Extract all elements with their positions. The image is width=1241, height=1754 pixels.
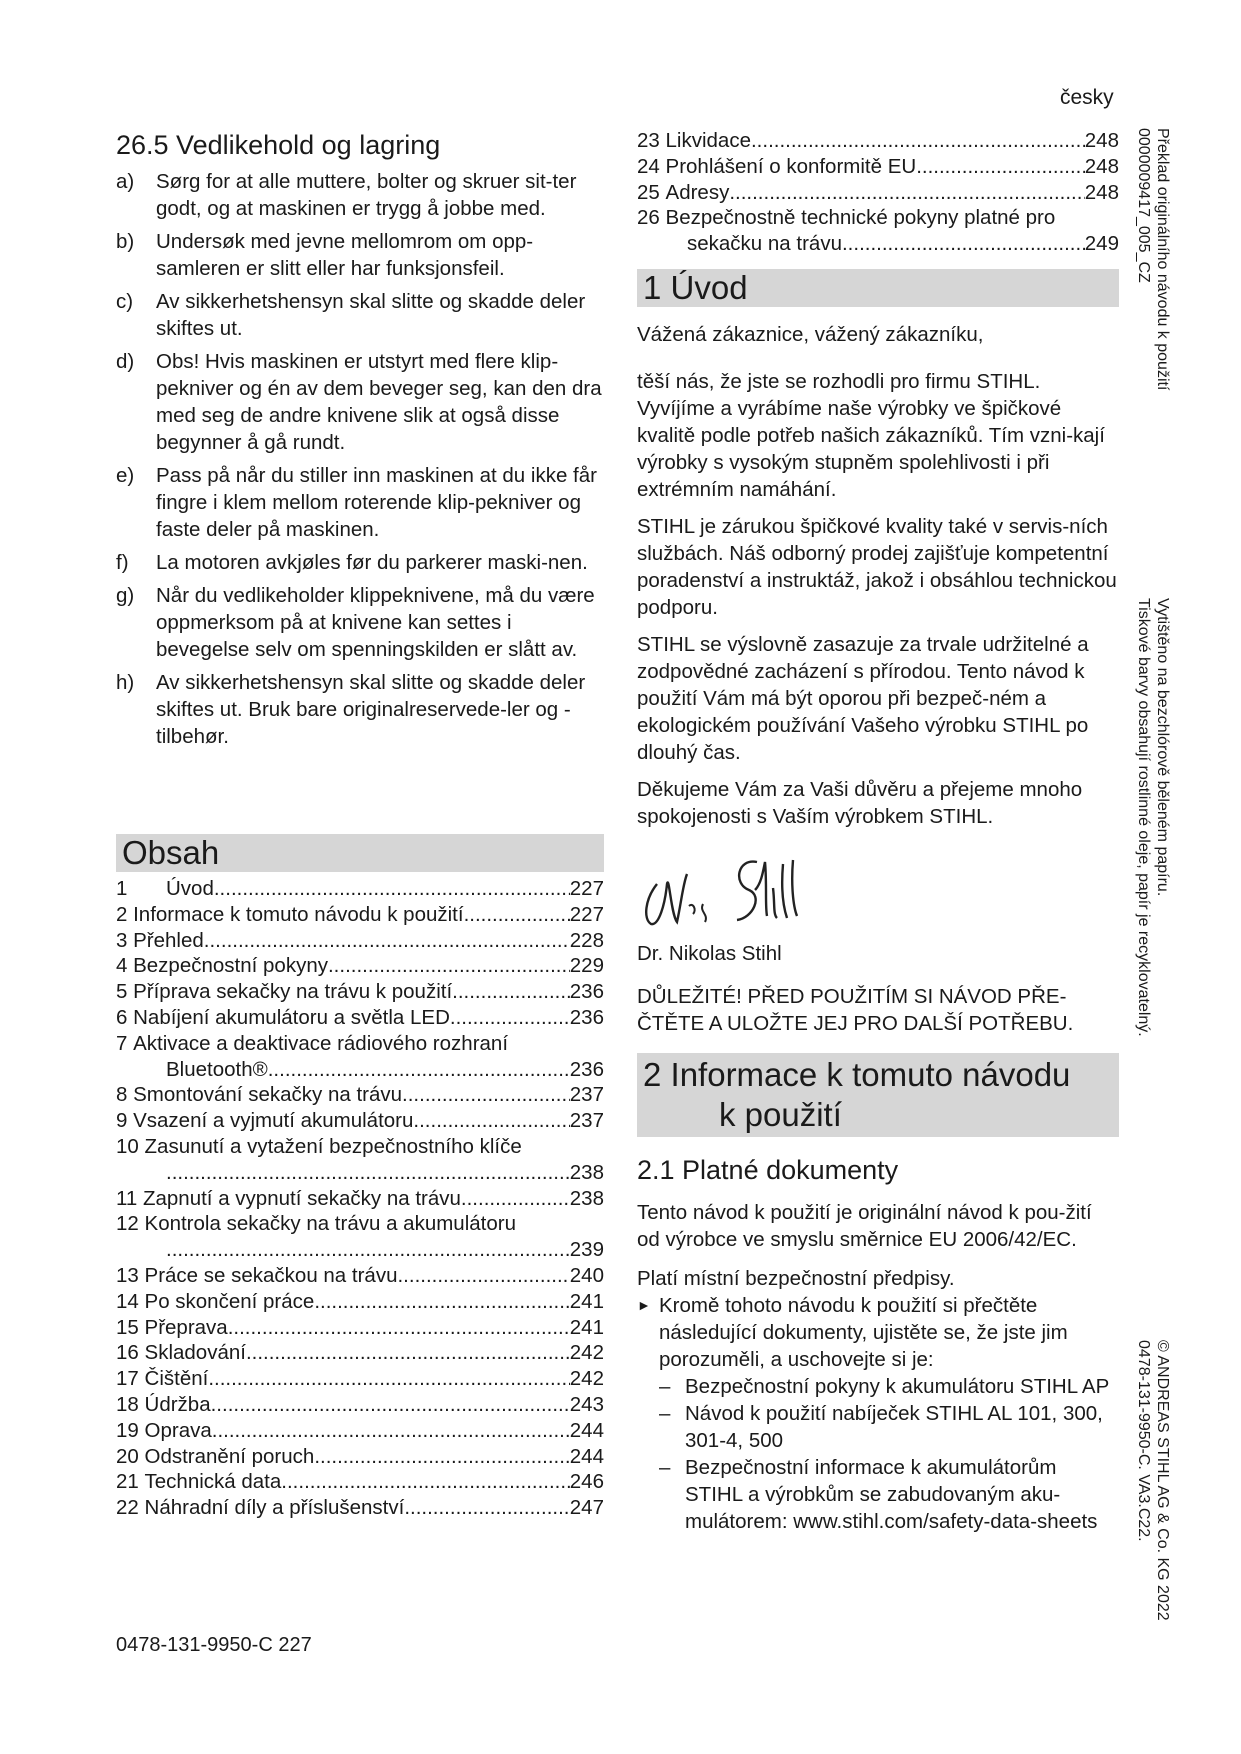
toc-entry-page: 241 (569, 1315, 604, 1339)
toc-entry-title-cont: Bluetooth® (166, 1057, 268, 1081)
language-label: česky (1060, 86, 1114, 109)
side-copyright-line2: 0478-131-9950-C. VA3.C22. (1135, 1340, 1152, 1542)
toc-entry-page: 229 (569, 954, 604, 978)
toc-entry (116, 1392, 604, 1418)
list-item (659, 1454, 1119, 1535)
toc-entry-page: 238 (569, 1160, 604, 1184)
toc-entry-number: 26 (637, 206, 660, 230)
list-item-text: Når du vedlikeholder klippeknivene, må du være oppmerksom på at knivene kan settes i bevegelse selv om spenningskilden er slått av. (156, 584, 595, 661)
toc-entry-title: Úvod (166, 877, 214, 900)
list-item (116, 462, 604, 543)
toc-entry-title: Čištění (144, 1367, 209, 1391)
instruction-text: Kromě tohoto návodu k použití si přečtěte následující dokumenty, ujistěte se, že jste jim porozuměli, a uschovejte si je: (659, 1293, 1068, 1371)
toc-entry-continued (116, 1057, 604, 1083)
list-item (116, 288, 604, 342)
side-copyright (1134, 1340, 1172, 1621)
list-item-label: d) (116, 350, 135, 373)
toc-entry (637, 205, 1119, 231)
toc-entry-page: 248 (1084, 129, 1119, 152)
list-item-label: f) (116, 551, 129, 574)
page-footer: 0478-131-9950-C 227 (116, 1634, 312, 1656)
list-item-text: Návod k použití nabíječek STIHL AL 101, 300, 301-4, 500 (685, 1401, 1103, 1452)
section-title-informace (637, 1053, 1119, 1137)
toc-entry-title: Kontrola sekačky na trávu a akumulátoru (144, 1212, 516, 1236)
toc-entry-title: Práce se sekačkou na trávu (144, 1263, 398, 1287)
toc-entry-title: Zapnutí a vypnutí sekačky na trávu (142, 1186, 461, 1210)
toc-entry (116, 1315, 604, 1341)
toc-entry-number: 19 (116, 1418, 139, 1442)
toc-entry-title: Prohlášení o konformitě EU (665, 154, 917, 178)
toc-entry-page: 227 (569, 877, 604, 900)
toc-leader (214, 876, 570, 902)
toc-entry-number: 4 (116, 954, 128, 978)
signature-icon (637, 844, 807, 932)
toc-entry (637, 154, 1119, 180)
toc-leader (208, 1366, 569, 1392)
signature-image (637, 844, 1119, 932)
toc-entry-number: 3 (116, 928, 128, 952)
triangle-bullet-icon: ► (637, 1296, 651, 1313)
toc-leader (842, 231, 1085, 257)
list-item-text: La motoren avkjøles før du parkerer maski-nen. (156, 551, 588, 574)
toc-entry-number: 11 (116, 1186, 138, 1210)
list-item-label: c) (116, 290, 134, 313)
right-column (637, 128, 1119, 1535)
toc-leader (450, 1005, 570, 1031)
list-item (116, 228, 604, 282)
section-2-1-text: Tento návod k použití je originální návod k pou-žití od výrobce ve smyslu směrnice EU 2006/42/EC. (637, 1200, 1092, 1251)
list-item (659, 1400, 1119, 1454)
toc-entry-number: 6 (116, 1005, 128, 1029)
toc-entry-number: 16 (116, 1341, 139, 1365)
toc-leader (204, 928, 570, 954)
toc-entry (116, 1444, 604, 1470)
toc-entry-page: 243 (569, 1392, 604, 1416)
toc-entry-number: 20 (116, 1444, 139, 1468)
toc-leader (413, 1108, 569, 1134)
list-item-text: Obs! Hvis maskinen er utstyrt med flere klip-pekniver og én av dem beveger seg, kan den dra med seg de andre knivene slik at også disse begynner å gå rundt. (156, 350, 602, 454)
toc-entry-continued (116, 1237, 604, 1263)
toc-leader (452, 979, 570, 1005)
toc-entry-page: 227 (569, 902, 604, 926)
signer-name: Dr. Nikolas Stihl (637, 941, 782, 965)
toc-entry (116, 1418, 604, 1444)
list-item-label: e) (116, 464, 135, 487)
list-item-text: Bezpečnostní pokyny k akumulátoru STIHL AP (685, 1374, 1110, 1398)
section-title-uvod: 1 Úvod (637, 269, 1119, 307)
toc-entry (637, 180, 1119, 206)
toc-entry-page: 236 (569, 1005, 604, 1029)
toc-entry-number: 1 (116, 877, 128, 900)
toc-entry (116, 1495, 604, 1521)
side-print-note (1134, 598, 1172, 1037)
intro-paragraph: těší nás, že jste se rozhodli pro firmu STIHL. Vyvíjíme a vyrábíme naše výrobky ve špičkové kvalitě podle potřeb našich zákazníků. Tím vzni-kají výrobky s vysokým stupněm spolehlivosti i při extrémním namáhání. (637, 369, 1105, 501)
table-of-contents (116, 876, 604, 1521)
toc-leader (166, 1237, 570, 1263)
list-item-label: a) (116, 170, 135, 193)
list-item-text: Av sikkerhetshensyn skal slitte og skadde deler skiftes ut. Bruk bare originalreservede-ler og -tilbehør. (156, 671, 586, 748)
toc-entry-title: Bezpečnostní pokyny (133, 954, 328, 978)
toc-leader (246, 1340, 570, 1366)
side-translation-note (1134, 128, 1172, 390)
toc-entry-number: 5 (116, 980, 128, 1004)
toc-leader (211, 1392, 570, 1418)
toc-leader (314, 1289, 569, 1315)
list-item-label: b) (116, 230, 135, 253)
toc-entry (116, 1134, 604, 1160)
toc-entry (116, 1082, 604, 1108)
toc-leader (268, 1057, 570, 1083)
toc-entry-number: 25 (637, 180, 660, 204)
toc-entry (116, 1031, 604, 1057)
toc-entry (116, 1340, 604, 1366)
intro-paragraph: Vážená zákaznice, vážený zákazníku, (637, 322, 984, 346)
toc-leader (751, 128, 1085, 154)
toc-entry-number: 7 (116, 1031, 128, 1055)
toc-entry (116, 1211, 604, 1237)
toc-entry-page: 236 (569, 1057, 604, 1081)
toc-leader (729, 180, 1084, 206)
toc-entry (116, 902, 604, 928)
toc-leader (402, 1082, 570, 1108)
toc-entry (116, 1469, 604, 1495)
toc-entry-number: 15 (116, 1315, 139, 1339)
toc-title: Obsah (116, 834, 604, 872)
toc-entry-page: 240 (569, 1263, 604, 1287)
side-copyright-line1: © ANDREAS STIHL AG & Co. KG 2022 (1154, 1340, 1171, 1621)
toc-entry-number: 23 (637, 129, 660, 152)
document-list (637, 1373, 1119, 1535)
section-2-title-line2: k použití (719, 1095, 842, 1133)
dash-marker: – (659, 1374, 671, 1398)
section-2-title-line1: 2 Informace k tomuto návodu (643, 1055, 1071, 1093)
toc-entry-page: 247 (569, 1496, 604, 1520)
toc-entry-page: 241 (569, 1289, 604, 1313)
toc-entry-number: 2 (116, 902, 128, 926)
list-item (116, 348, 604, 456)
toc-entry-title: Odstranění poruch (144, 1444, 315, 1468)
toc-entry (116, 876, 604, 902)
dash-marker: – (659, 1401, 671, 1425)
toc-entry-page: 228 (569, 928, 604, 952)
toc-entry-title: Skladování (144, 1341, 246, 1365)
toc-entry-number: 8 (116, 1083, 128, 1107)
toc-leader (397, 1263, 569, 1289)
side-translation-line1: Překlad originálního návodu k použití (1154, 128, 1171, 391)
toc-entry-title: Adresy (665, 180, 730, 204)
toc-entry-title: Smontování sekačky na trávu (133, 1083, 403, 1107)
toc-leader (328, 953, 570, 979)
section-2-1-local-rules: Platí místní bezpečnostní předpisy. (637, 1266, 955, 1290)
toc-entry-page: 238 (569, 1186, 604, 1210)
toc-leader (404, 1495, 569, 1521)
toc-entry-number: 18 (116, 1392, 139, 1416)
toc-entry-title-cont: sekačku na trávu (687, 232, 842, 256)
toc-entry (116, 1186, 604, 1212)
toc-entry-page: 239 (569, 1238, 604, 1262)
list-item-text: Sørg for at alle muttere, bolter og skruer sit-ter godt, og at maskinen er trygg å jobbe med. (156, 170, 577, 220)
list-item-label: g) (116, 584, 135, 607)
side-print-line1: Vytištěno na bezchlórově běleném papíru. (1154, 598, 1171, 897)
table-of-contents-continued (637, 128, 1119, 257)
toc-entry-title: Bezpečnostně technické pokyny platné pro (665, 206, 1056, 230)
toc-entry-page: 248 (1084, 180, 1119, 204)
toc-entry (116, 1005, 604, 1031)
toc-entry-number: 10 (116, 1134, 139, 1158)
toc-leader (166, 1160, 570, 1186)
toc-leader (281, 1469, 570, 1495)
toc-entry-number: 12 (116, 1212, 139, 1236)
toc-entry-number: 13 (116, 1263, 139, 1287)
toc-entry-title: Náhradní díly a příslušenství (144, 1496, 405, 1520)
section-title-2-1: 2.1 Platné dokumenty (637, 1154, 899, 1185)
toc-entry-continued (116, 1160, 604, 1186)
toc-entry-number: 17 (116, 1367, 139, 1391)
instruction-bullet (637, 1292, 1119, 1373)
toc-entry (116, 953, 604, 979)
toc-entry-number: 21 (116, 1470, 139, 1494)
side-translation-line2: 0000009417_005_CZ (1135, 128, 1152, 283)
list-item-text: Av sikkerhetshensyn skal slitte og skadde deler skiftes ut. (156, 290, 586, 340)
toc-entry (116, 1108, 604, 1134)
toc-entry-page: 236 (569, 980, 604, 1004)
dash-marker: – (659, 1455, 671, 1479)
toc-entry-title: Informace k tomuto návodu k použití (133, 902, 464, 926)
toc-leader (464, 902, 570, 928)
toc-leader (228, 1315, 570, 1341)
toc-leader (461, 1186, 570, 1212)
toc-entry-title: Zasunutí a vytažení bezpečnostního klíče (144, 1134, 522, 1158)
list-item-label: h) (116, 671, 135, 694)
toc-entry-number: 9 (116, 1109, 128, 1133)
list-item (116, 168, 604, 222)
section-title-26-5: 26.5 Vedlikehold og lagring (116, 130, 441, 160)
toc-leader (212, 1418, 570, 1444)
toc-entry-page: 244 (569, 1418, 604, 1442)
toc-entry-page: 237 (569, 1083, 604, 1107)
toc-entry-title: Údržba (144, 1392, 211, 1416)
toc-entry-number: 14 (116, 1289, 139, 1313)
important-notice: DŮLEŽITÉ! PŘED POUŽITÍM SI NÁVOD PŘE-ČTĚTE A ULOŽTE JEJ PRO DALŠÍ POTŘEBU. (637, 984, 1074, 1035)
list-item (116, 669, 604, 750)
toc-entry (116, 1289, 604, 1315)
list-item (659, 1373, 1119, 1400)
toc-entry-number: 24 (637, 154, 660, 178)
intro-paragraph: Děkujeme Vám za Vaši důvěru a přejeme mnoho spokojenosti s Vaším výrobkem STIHL. (637, 777, 1083, 828)
toc-entry-title: Příprava sekačky na trávu k použití (133, 980, 453, 1004)
toc-entry-continued (637, 231, 1119, 257)
toc-entry-page: 244 (569, 1444, 604, 1468)
list-item-text: Undersøk med jevne mellomrom om opp-samleren er slitt eller har funksjonsfeil. (156, 230, 534, 280)
toc-entry-title: Oprava (144, 1418, 212, 1442)
left-column (116, 128, 604, 1521)
toc-entry-title: Likvidace (665, 129, 751, 152)
toc-leader (314, 1444, 569, 1470)
maintenance-list (116, 168, 604, 750)
toc-entry (116, 979, 604, 1005)
intro-paragraph: STIHL se výslovně zasazuje za trvale udržitelné a zodpovědné zacházení s přírodou. Tento návod k použití Vám má být oporou při bezpeč-ném a ekologickém používání Vašeho výrobku STIHL po dlouhý čas. (637, 632, 1089, 764)
toc-entry-title: Přehled (133, 928, 204, 952)
toc-entry-page: 246 (569, 1470, 604, 1494)
toc-entry-title: Aktivace a deaktivace rádiového rozhraní (133, 1031, 509, 1055)
toc-entry (116, 928, 604, 954)
toc-entry (116, 1366, 604, 1392)
toc-entry-title: Nabíjení akumulátoru a světla LED (133, 1005, 450, 1029)
list-item (116, 549, 604, 576)
toc-entry-page: 249 (1084, 232, 1119, 256)
toc-entry-title: Technická data (144, 1470, 282, 1494)
list-item (116, 582, 604, 663)
toc-entry-page: 248 (1084, 154, 1119, 178)
intro-paragraph: STIHL je zárukou špičkové kvality také v servis-ních službách. Náš odborný prodej zajišťuje kompetentní poradenství a instruktáž, jakož i obsáhlou technickou podporu. (637, 514, 1117, 619)
intro-text (637, 321, 1119, 830)
toc-entry-title: Vsazení a vyjmutí akumulátoru (133, 1109, 414, 1133)
toc-entry (116, 1263, 604, 1289)
toc-entry-title: Přeprava (144, 1315, 228, 1339)
list-item-text: Pass på når du stiller inn maskinen at du ikke får fingre i klem mellom roterende klip-pekniver og faste deler på maskinen. (156, 464, 597, 541)
side-print-line2: Tiskové barvy obsahují rostlinné oleje, papír je recyklovatelný. (1135, 598, 1152, 1037)
toc-entry-page: 242 (569, 1367, 604, 1391)
toc-entry-page: 237 (569, 1109, 604, 1133)
toc-entry-number: 22 (116, 1496, 139, 1520)
toc-entry-page: 242 (569, 1341, 604, 1365)
list-item-text: Bezpečnostní informace k akumulátorům STIHL a výrobkům se zabudovaným aku-mulátorem: www.stihl.com/safety-data-sheets (685, 1455, 1098, 1533)
toc-entry (637, 128, 1119, 154)
toc-leader (916, 154, 1085, 180)
toc-entry-title: Po skončení práce (144, 1289, 315, 1313)
